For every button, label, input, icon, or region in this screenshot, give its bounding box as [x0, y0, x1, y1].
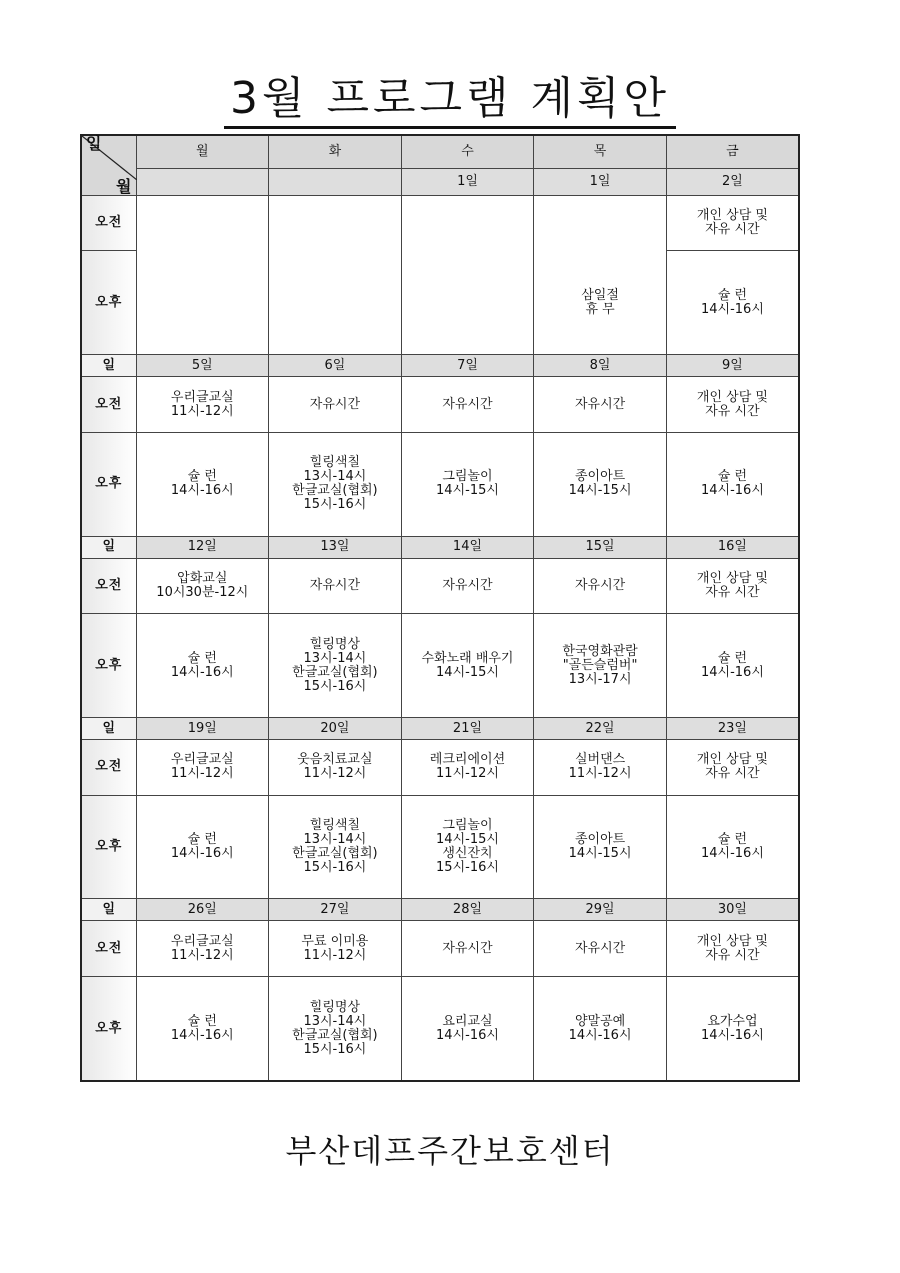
program-cell-tue-am [269, 195, 402, 251]
date-cell-tue [269, 168, 402, 195]
program-cell-wed-am: 자유시간 [401, 377, 534, 433]
center-name: 부산데프주간보호센터 [285, 1132, 615, 1170]
date-cell-fri: 2일 [666, 168, 799, 195]
program-cell-tue-pm: 힐링색칠 13시-14시 한글교실(협회) 15시-16시 [269, 432, 402, 536]
program-cell-fri-am: 개인 상담 및 자유 시간 [666, 195, 799, 251]
date-cell-thu: 15일 [534, 536, 667, 558]
date-cell-tue: 13일 [269, 536, 402, 558]
afternoon-row [81, 432, 799, 536]
weekday-thu: 목 [534, 135, 667, 168]
weekday-mon: 월 [136, 135, 269, 168]
program-cell-wed-pm: 수화노래 배우기 14시-15시 [401, 614, 534, 718]
program-cell-mon-pm: 슐 런 14시-16시 [136, 977, 269, 1081]
program-cell-thu-pm: 종이아트 14시-15시 [534, 795, 667, 899]
morning-row [81, 558, 799, 614]
morning-label: 오전 [81, 740, 136, 796]
day-label: 일 [81, 899, 136, 921]
program-cell-fri-am: 개인 상담 및 자유 시간 [666, 740, 799, 796]
program-cell-thu-am: 실버댄스 11시-12시 [534, 740, 667, 796]
date-cell-tue: 27일 [269, 899, 402, 921]
date-cell-thu: 8일 [534, 355, 667, 377]
weekday-header-row [81, 135, 799, 168]
program-cell-fri-pm: 요가수업 14시-16시 [666, 977, 799, 1081]
program-cell-wed-am: 레크리에이션 11시-12시 [401, 740, 534, 796]
date-cell-fri: 9일 [666, 355, 799, 377]
program-cell-mon-am: 우리글교실 11시-12시 [136, 377, 269, 433]
afternoon-label: 오후 [81, 795, 136, 899]
morning-row [81, 195, 799, 251]
morning-row [81, 740, 799, 796]
program-cell-tue-am: 웃음치료교실 11시-12시 [269, 740, 402, 796]
program-cell-fri-am: 개인 상담 및 자유 시간 [666, 921, 799, 977]
afternoon-label: 오후 [81, 614, 136, 718]
date-cell-fri: 23일 [666, 718, 799, 740]
date-cell-mon: 5일 [136, 355, 269, 377]
program-cell-mon-pm: 슐 런 14시-16시 [136, 614, 269, 718]
program-cell-mon-am: 우리글교실 11시-12시 [136, 921, 269, 977]
afternoon-row [81, 614, 799, 718]
program-cell-tue-pm: 힐링명상 13시-14시 한글교실(협회) 15시-16시 [269, 977, 402, 1081]
date-cell-thu: 1일 [534, 168, 667, 195]
program-cell-tue-pm: 힐링색칠 13시-14시 한글교실(협회) 15시-16시 [269, 795, 402, 899]
program-cell-wed-pm: 요리교실 14시-16시 [401, 977, 534, 1081]
morning-label: 오전 [81, 377, 136, 433]
date-cell-mon [136, 168, 269, 195]
program-cell-thu-am: 자유시간 [534, 921, 667, 977]
morning-label: 오전 [81, 558, 136, 614]
morning-label: 오전 [81, 195, 136, 251]
program-cell-wed-pm: 그림놀이 14시-15시 [401, 432, 534, 536]
afternoon-label: 오후 [81, 432, 136, 536]
program-cell-wed-pm: 그림놀이 14시-15시 생신잔치 15시-16시 [401, 795, 534, 899]
date-cell-wed: 28일 [401, 899, 534, 921]
date-cell-wed: 1일 [401, 168, 534, 195]
date-cell-tue: 6일 [269, 355, 402, 377]
program-cell-thu-pm: 삼일절 휴 무 [534, 251, 667, 355]
program-cell-thu-pm: 양말공예 14시-16시 [534, 977, 667, 1081]
program-cell-fri-pm: 슐 런 14시-16시 [666, 614, 799, 718]
program-cell-tue-am: 무료 이미용 11시-12시 [269, 921, 402, 977]
date-cell-wed: 7일 [401, 355, 534, 377]
program-cell-thu-pm: 한국영화관람 "골든슬럼버" 13시-17시 [534, 614, 667, 718]
program-cell-wed-pm [401, 251, 534, 355]
program-cell-thu-am: 자유시간 [534, 377, 667, 433]
date-cell-wed: 21일 [401, 718, 534, 740]
program-cell-mon-pm [136, 251, 269, 355]
program-cell-wed-am [401, 195, 534, 251]
date-cell-fri: 30일 [666, 899, 799, 921]
corner-day-label: 일 [86, 134, 102, 153]
program-cell-thu-pm: 종이아트 14시-15시 [534, 432, 667, 536]
afternoon-label: 오후 [81, 977, 136, 1081]
program-cell-mon-pm: 슐 런 14시-16시 [136, 432, 269, 536]
schedule-table [80, 134, 800, 1082]
program-cell-tue-am: 자유시간 [269, 558, 402, 614]
date-cell-mon: 19일 [136, 718, 269, 740]
date-cell-thu: 22일 [534, 718, 667, 740]
morning-row [81, 377, 799, 433]
corner-month-label: 월 [116, 176, 132, 196]
program-cell-thu-am: 자유시간 [534, 558, 667, 614]
morning-row [81, 921, 799, 977]
afternoon-label: 오후 [81, 251, 136, 355]
program-cell-fri-am: 개인 상담 및 자유 시간 [666, 558, 799, 614]
program-cell-tue-pm [269, 251, 402, 355]
weekday-fri: 금 [666, 135, 799, 168]
program-cell-thu-am [534, 195, 667, 251]
program-cell-fri-am: 개인 상담 및 자유 시간 [666, 377, 799, 433]
morning-label: 오전 [81, 921, 136, 977]
date-cell-wed: 14일 [401, 536, 534, 558]
day-label: 일 [81, 718, 136, 740]
date-row [81, 536, 799, 558]
date-cell-fri: 16일 [666, 536, 799, 558]
date-row [81, 168, 799, 195]
program-cell-wed-am: 자유시간 [401, 921, 534, 977]
program-cell-fri-pm: 슐 런 14시-16시 [666, 795, 799, 899]
program-cell-wed-am: 자유시간 [401, 558, 534, 614]
date-cell-tue: 20일 [269, 718, 402, 740]
program-cell-mon-am: 우리글교실 11시-12시 [136, 740, 269, 796]
date-row [81, 899, 799, 921]
page-title: 3월 프로그램 계획안 [0, 62, 900, 126]
afternoon-row [81, 795, 799, 899]
program-cell-tue-pm: 힐링명상 13시-14시 한글교실(협회) 15시-16시 [269, 614, 402, 718]
program-cell-mon-am: 압화교실 10시30분-12시 [136, 558, 269, 614]
program-cell-fri-pm: 슐 런 14시-16시 [666, 251, 799, 355]
program-cell-mon-am [136, 195, 269, 251]
date-cell-thu: 29일 [534, 899, 667, 921]
program-cell-mon-pm: 슐 런 14시-16시 [136, 795, 269, 899]
date-row [81, 355, 799, 377]
program-cell-fri-pm: 슐 런 14시-16시 [666, 432, 799, 536]
date-cell-mon: 12일 [136, 536, 269, 558]
date-cell-mon: 26일 [136, 899, 269, 921]
corner-cell [81, 135, 136, 195]
program-cell-tue-am: 자유시간 [269, 377, 402, 433]
day-label: 일 [81, 536, 136, 558]
weekday-tue: 화 [269, 135, 402, 168]
afternoon-row [81, 977, 799, 1081]
afternoon-row [81, 251, 799, 355]
day-label: 일 [81, 355, 136, 377]
weekday-wed: 수 [401, 135, 534, 168]
date-row [81, 718, 799, 740]
